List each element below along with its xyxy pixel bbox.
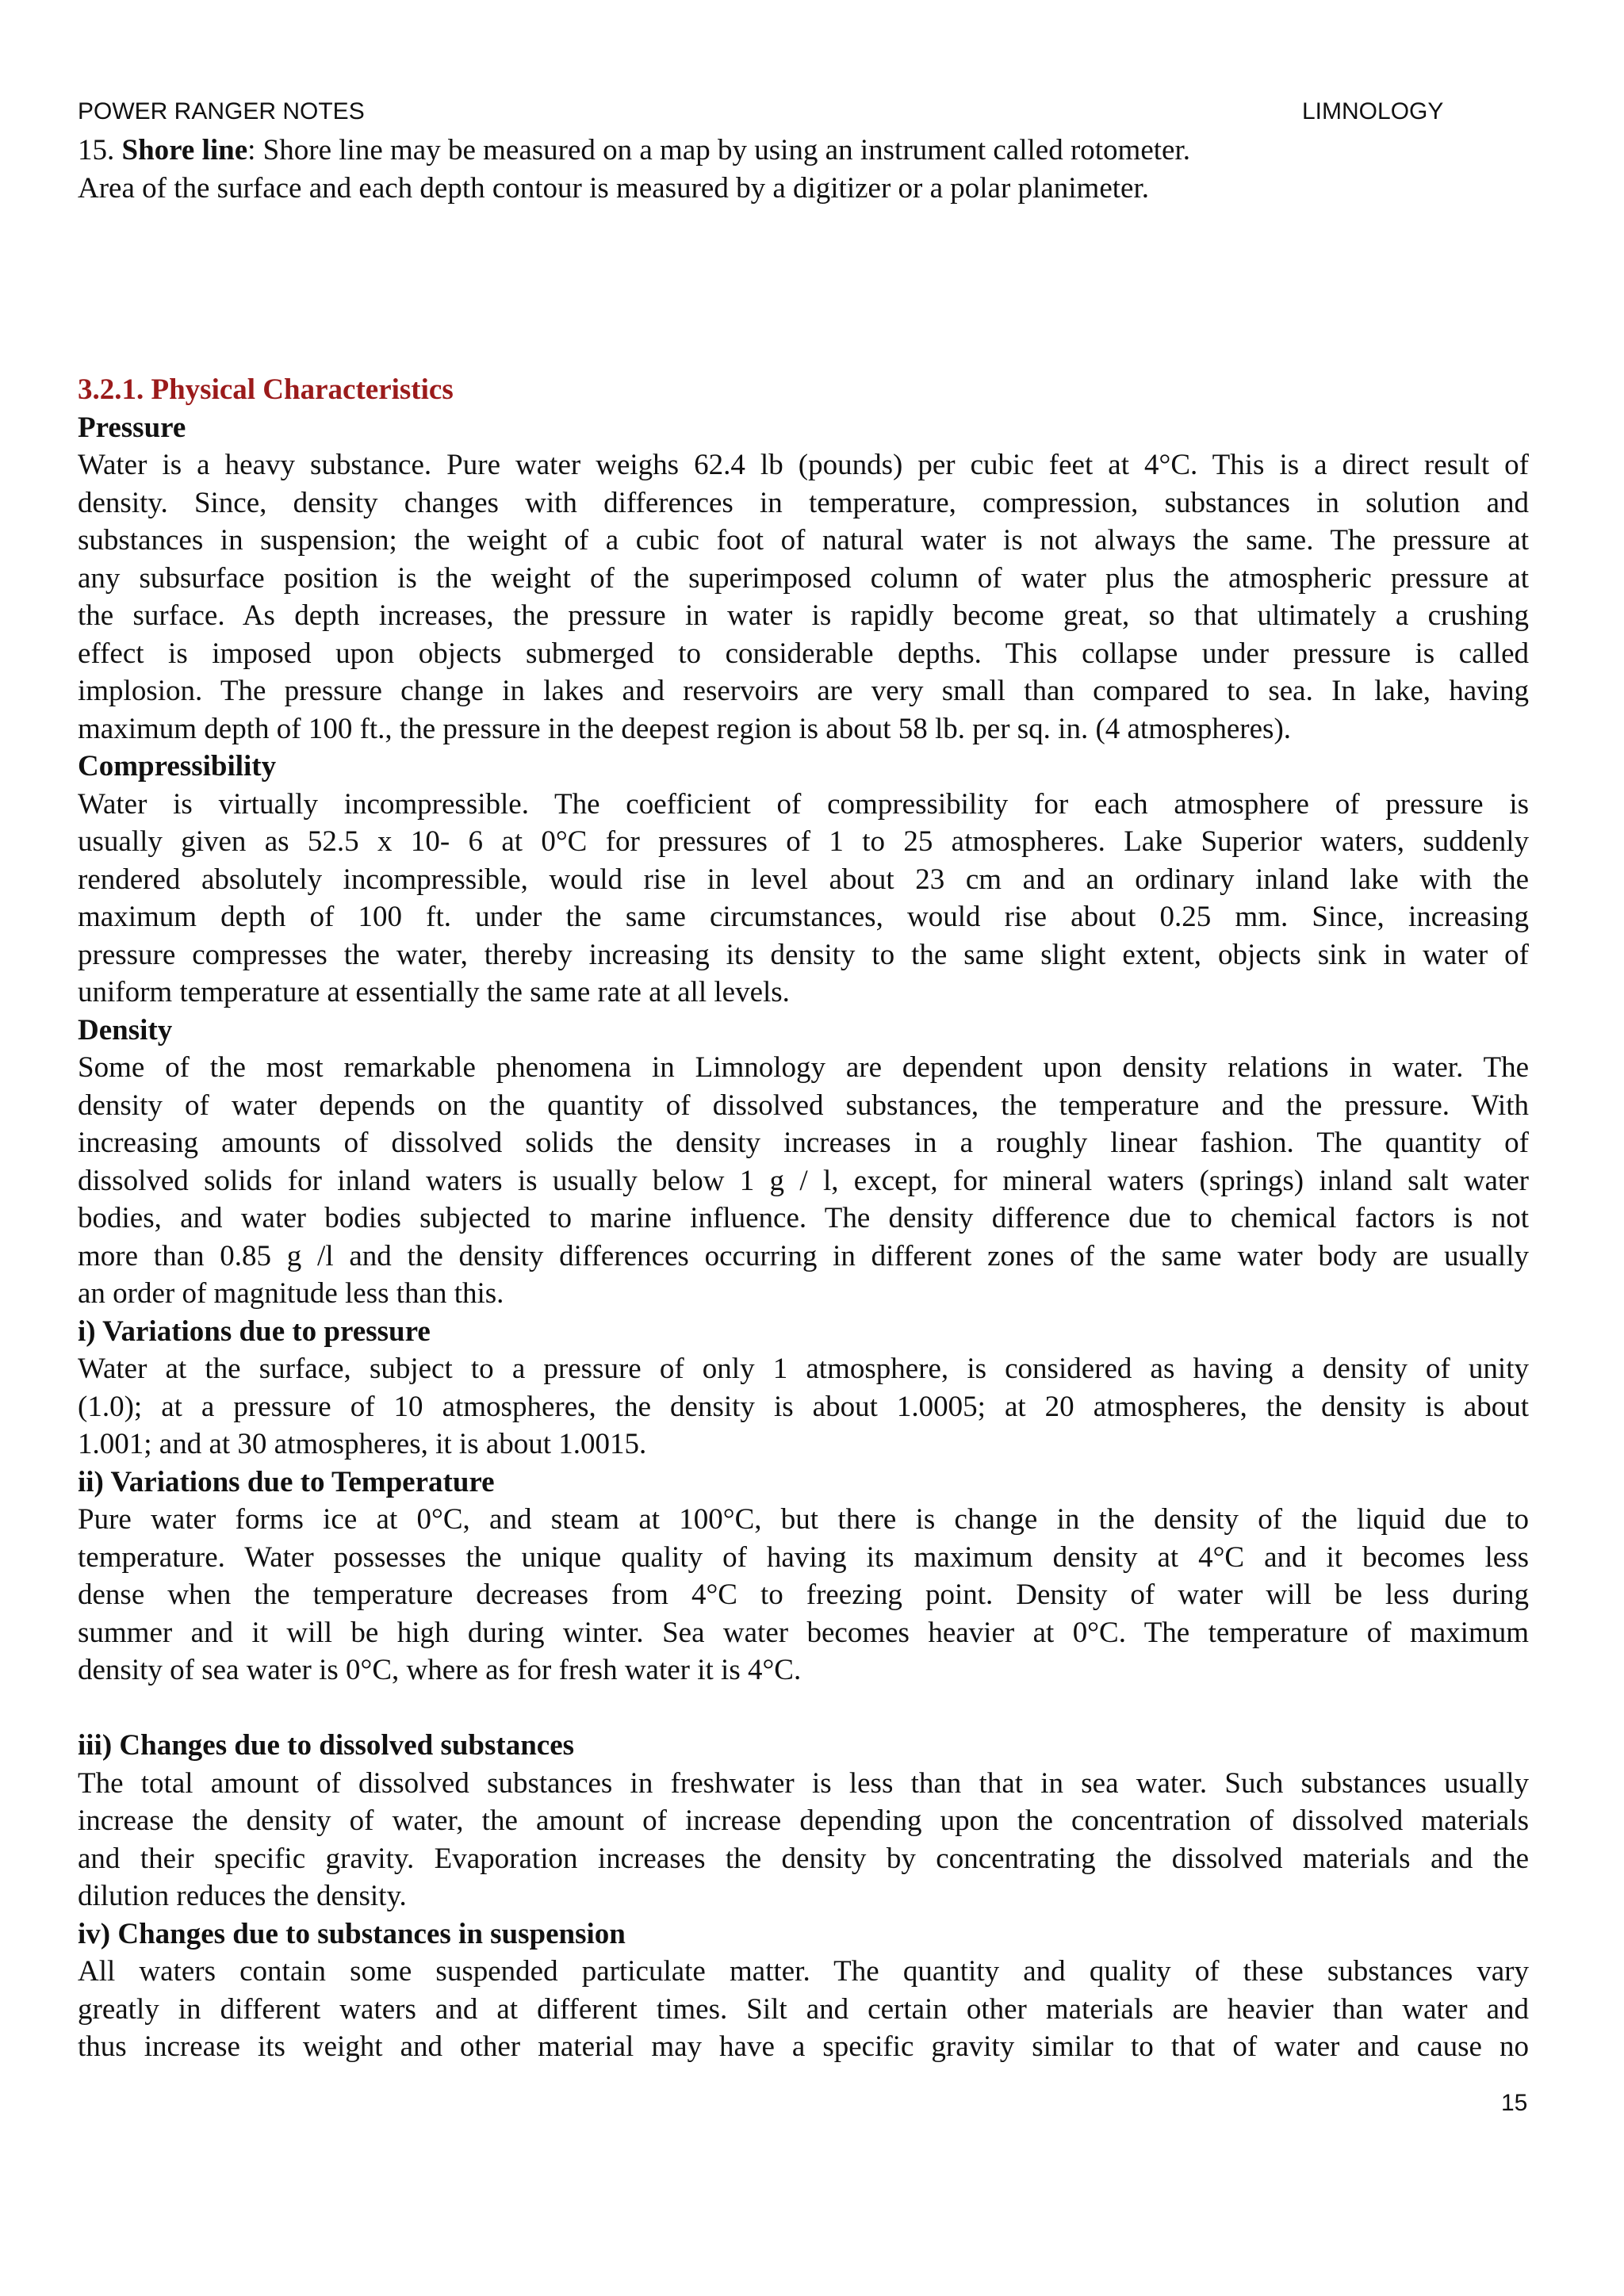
dissolved-substances-heading: iii) Changes due to dissolved substances	[78, 1729, 575, 1762]
paragraph-line: Pure water forms ice at 0°C, and steam at 100°C, but there is change in the density of the liquid due to	[78, 1503, 1529, 1536]
paragraph-line: Water is a heavy substance. Pure water weighs 62.4 lb (pounds) per cubic feet at 4°C. This is a direct result of	[78, 449, 1529, 481]
suspension-paragraph	[78, 1953, 1529, 2066]
paragraph-line: implosion. The pressure change in lakes and reservoirs are very small than compared to sea. In lake, having	[78, 675, 1529, 707]
paragraph-line: usually given as 52.5 x 10- 6 at 0°C for pressures of 1 to 25 atmospheres. Lake Superior waters, suddenly	[78, 825, 1529, 858]
paragraph-line: density of sea water is 0°C, where as for fresh water it is 4°C.	[78, 1654, 802, 1686]
density-paragraph	[78, 1049, 1529, 1313]
paragraph-line: bodies, and water bodies subjected to marine influence. The density difference due to chemical factors is not	[78, 1202, 1529, 1234]
shore-line-item	[78, 132, 1190, 207]
pressure-heading: Pressure	[78, 411, 186, 444]
shore-line-line-2: Area of the surface and each depth contour is measured by a digitizer or a polar planimeter.	[78, 171, 1149, 205]
paragraph-line: Water at the surface, subject to a pressure of only 1 atmosphere, is considered as having a density of unity	[78, 1353, 1529, 1385]
paragraph-line: dissolved solids for inland waters is usually below 1 g / l, except, for mineral waters (springs) inland salt water	[78, 1164, 1529, 1197]
page-number: 15	[1501, 2090, 1528, 2116]
paragraph-line: dense when the temperature decreases from 4°C to freezing point. Density of water will be less during	[78, 1578, 1529, 1611]
paragraph-line: pressure compresses the water, thereby increasing its density to the same slight extent, objects sink in water of	[78, 938, 1529, 971]
header-left: POWER RANGER NOTES	[78, 98, 365, 124]
variations-temperature-paragraph	[78, 1501, 1529, 1689]
paragraph-line: and their specific gravity. Evaporation increases the density by concentrating the dissolved materials and the	[78, 1842, 1529, 1875]
paragraph-line: maximum depth of 100 ft. under the same circumstances, would rise about 0.25 mm. Since, increasing	[78, 901, 1529, 933]
paragraph-line: effect is imposed upon objects submerged to considerable depths. This collapse under pressure is called	[78, 637, 1529, 670]
paragraph-line: any subsurface position is the weight of the superimposed column of water plus the atmospheric pressure at	[78, 561, 1529, 595]
variations-pressure-paragraph	[78, 1350, 1529, 1464]
main-content	[78, 371, 1529, 2066]
density-heading: Density	[78, 1013, 173, 1047]
paragraph-line: dilution reduces the density.	[78, 1880, 407, 1912]
paragraph-line: summer and it will be high during winter. Sea water becomes heavier at 0°C. The temperature of maximum	[78, 1616, 1529, 1649]
paragraph-line: density. Since, density changes with differences in temperature, compression, substances in solution and	[78, 486, 1529, 519]
paragraph-line: substances in suspension; the weight of a cubic foot of natural water is not always the same. The pressure at	[78, 524, 1529, 557]
paragraph-line: 1.001; and at 30 atmospheres, it is about 1.0015.	[78, 1428, 647, 1460]
variations-pressure-heading: i) Variations due to pressure	[78, 1314, 431, 1348]
paragraph-line: the surface. As depth increases, the pressure in water is rapidly become great, so that ultimately a crushing	[78, 599, 1529, 632]
variations-temperature-heading: ii) Variations due to Temperature	[78, 1465, 495, 1498]
compressibility-heading: Compressibility	[78, 750, 277, 783]
spacer	[78, 1689, 1529, 1728]
paragraph-line: Water is virtually incompressible. The coefficient of compressibility for each atmosphere of pressure is	[78, 787, 1529, 821]
paragraph-line: thus increase its weight and other material may have a specific gravity similar to that of water and cause no	[78, 2030, 1529, 2063]
item-label: Shore line	[121, 134, 248, 166]
section-title: 3.2.1. Physical Characteristics	[78, 373, 454, 406]
paragraph-line: rendered absolutely incompressible, would rise in level about 23 cm and an ordinary inland lake with the	[78, 863, 1529, 896]
paragraph-line: more than 0.85 g /l and the density differences occurring in different zones of the same water body are usually	[78, 1239, 1529, 1272]
paragraph-line: (1.0); at a pressure of 10 atmospheres, the density is about 1.0005; at 20 atmospheres, the density is about	[78, 1390, 1529, 1423]
dissolved-substances-paragraph	[78, 1765, 1529, 1915]
paragraph-line: All waters contain some suspended particulate matter. The quantity and quality of these substances vary	[78, 1955, 1529, 1988]
paragraph-line: temperature. Water possesses the unique quality of having its maximum density at 4°C and it becomes less	[78, 1540, 1529, 1574]
item-text: : Shore line may be measured on a map by using an instrument called rotometer.	[247, 134, 1190, 166]
paragraph-line: maximum depth of 100 ft., the pressure in the deepest region is about 58 lb. per sq. in. (4 atmospheres).	[78, 712, 1292, 745]
compressibility-paragraph	[78, 786, 1529, 1012]
pressure-paragraph	[78, 446, 1529, 748]
paragraph-line: density of water depends on the quantity of dissolved substances, the temperature and the pressure. With	[78, 1089, 1529, 1122]
paragraph-line: increase the density of water, the amount of increase depending upon the concentration of dissolved materials	[78, 1804, 1529, 1837]
paragraph-line: an order of magnitude less than this.	[78, 1277, 504, 1310]
suspension-heading: iv) Changes due to substances in suspension	[78, 1917, 626, 1950]
paragraph-line: Some of the most remarkable phenomena in Limnology are dependent upon density relations in water. The	[78, 1051, 1529, 1084]
paragraph-line: increasing amounts of dissolved solids the density increases in a roughly linear fashion. The quantity of	[78, 1127, 1529, 1159]
header-right: LIMNOLOGY	[1302, 98, 1444, 124]
shore-line-line-1	[78, 132, 1190, 170]
paragraph-line: uniform temperature at essentially the same rate at all levels.	[78, 976, 790, 1008]
item-number: 15.	[78, 134, 115, 166]
paragraph-line: The total amount of dissolved substances in freshwater is less than that in sea water. Such substances usually	[78, 1766, 1529, 1800]
paragraph-line: greatly in different waters and at different times. Silt and certain other materials are heavier than water and	[78, 1992, 1529, 2026]
